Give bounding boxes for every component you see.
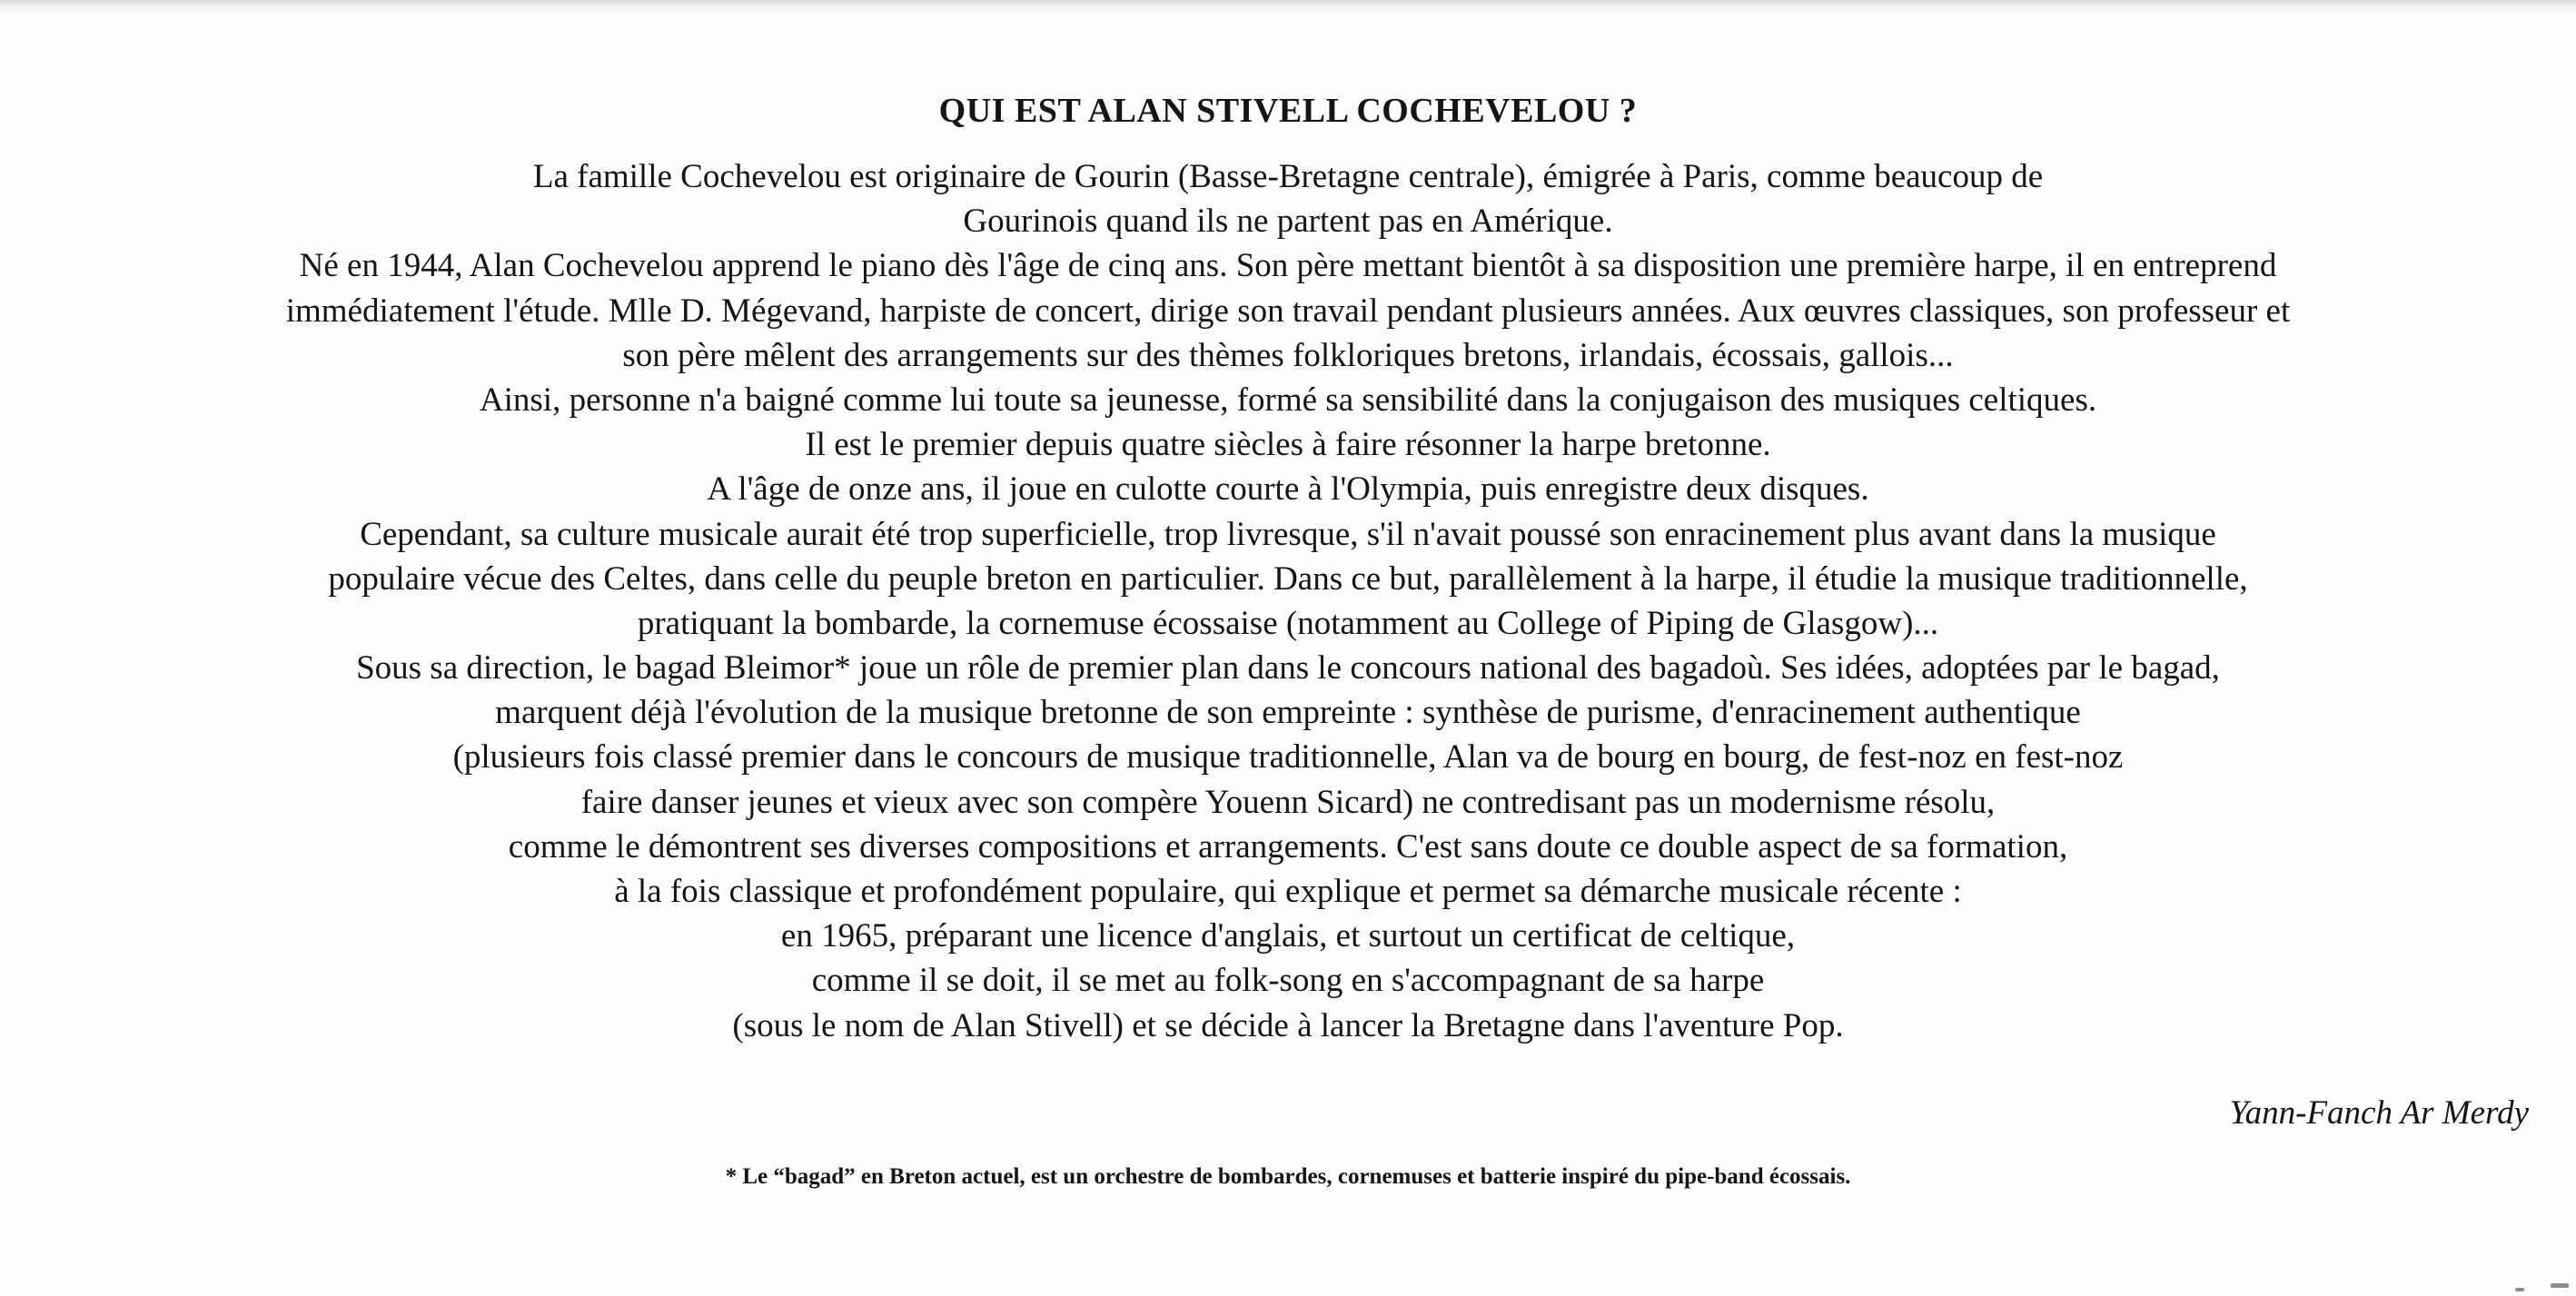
text-line: Il est le premier depuis quatre siècles à faire résonner la harpe bretonne. xyxy=(805,426,1771,464)
text-line: son père mêlent des arrangements sur des thèmes folkloriques bretons, irlandais, écossais, gallois... xyxy=(622,336,1954,374)
text-line: Gourinois quand ils ne partent pas en Amérique. xyxy=(963,203,1613,241)
text-line: La famille Cochevelou est originaire de Gourin (Basse-Bretagne centrale), émigrée à Paris, comme beaucoup de xyxy=(532,158,2044,195)
text-line: A l'âge de onze ans, il joue en culotte courte à l'Olympia, puis enregistre deux disques. xyxy=(707,470,1869,509)
text-line: en 1965, préparant une licence d'anglais, et surtout un certificat de celtique, xyxy=(780,917,1796,955)
page-title: QUI EST ALAN STIVELL COCHEVELOU ? xyxy=(938,92,1638,130)
text-line: comme il se doit, il se met au folk-song en s'accompagnant de sa harpe xyxy=(811,962,1765,1000)
text-line: (sous le nom de Alan Stivell) et se décide à lancer la Bretagne dans l'aventure Pop. xyxy=(732,1006,1844,1044)
text-line: comme le démontrent ses diverses compositions et arrangements. C'est sans doute ce double aspect de sa formation, xyxy=(508,827,2068,866)
text-line: immédiatement l'étude. Mlle D. Mégevand, harpiste de concert, dirige son travail pendant plusieurs années. Aux œuvres classiques, son professeur et xyxy=(285,292,2291,330)
text-line: (plusieurs fois classé premier dans le concours de musique traditionnelle, Alan va de bourg en bourg, de fest-noz en fest-noz xyxy=(452,738,2124,777)
text-line: faire danser jeunes et vieux avec son compère Youenn Sicard) ne contredisant pas un modernisme résolu, xyxy=(580,783,1996,821)
text-line: pratiquant la bombarde, la cornemuse écossaise (notamment au College of Piping de Glasgow)... xyxy=(637,604,1939,642)
text-line: Ainsi, personne n'a baigné comme lui toute sa jeunesse, formé sa sensibilité dans la conjugaison des musiques celtiques. xyxy=(479,381,2097,419)
page-top-edge xyxy=(0,0,2576,13)
text-line: Cependant, sa culture musicale aurait été trop superficielle, trop livresque, s'il n'avait poussé son enracinement plus avant dans la musique xyxy=(360,515,2216,553)
author-signature: Yann-Fanch Ar Merdy xyxy=(2229,1094,2529,1132)
text-line: marquent déjà l'évolution de la musique bretonne de son empreinte : synthèse de purisme, d'enracinement authentique xyxy=(495,694,2081,732)
text-line: Sous sa direction, le bagad Bleimor* joue un rôle de premier plan dans le concours national des bagadoù. Ses idées, adoptées par le bagad, xyxy=(356,649,2220,688)
scan-speck xyxy=(2551,1283,2569,1288)
text-line: Né en 1944, Alan Cochevelou apprend le piano dès l'âge de cinq ans. Son père mettant bientôt à sa disposition une première harpe, il en entreprend xyxy=(299,247,2277,285)
text-line: populaire vécue des Celtes, dans celle du peuple breton en particulier. Dans ce but, parallèlement à la harpe, il étudie la musique traditionnelle, xyxy=(328,559,2248,598)
body-text xyxy=(109,154,2467,1048)
footnote: * Le “bagad” en Breton actuel, est un orchestre de bombardes, cornemuses et batterie inspiré du pipe-band écossais. xyxy=(725,1164,1851,1189)
scan-speck xyxy=(2515,1288,2524,1291)
text-line: à la fois classique et profondément populaire, qui explique et permet sa démarche musicale récente : xyxy=(614,873,1962,910)
